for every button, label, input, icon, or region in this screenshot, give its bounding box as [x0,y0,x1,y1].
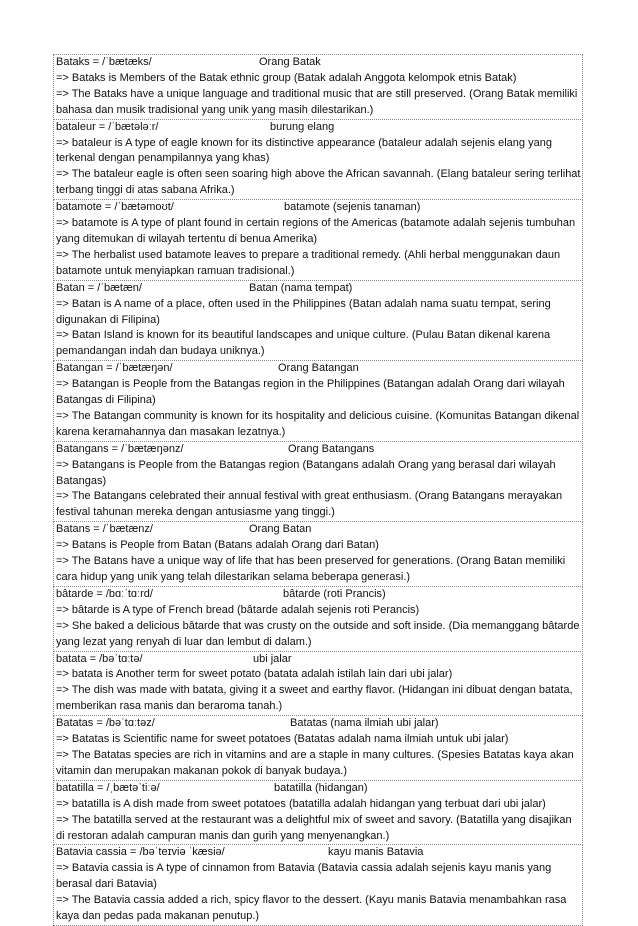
entry-heading [56,281,581,297]
entry-word-pronunciation: batamote = /ˈbætəmoʊt/ [56,201,174,214]
entry-definition: => Bataks is Members of the Batak ethnic group (Batak adalah Anggota kelompok etnis Batak) [56,71,517,84]
entry-definition: => bâtarde is A type of French bread (bâtarde adalah sejenis roti Perancis) [56,603,420,616]
entry-translation: burung elang [270,120,335,133]
entry-heading [56,587,581,603]
entry-heading [56,716,581,732]
entry-word-pronunciation: bataleur = /ˈbætələːr/ [56,120,159,133]
dictionary-entry [53,280,583,362]
entry-translation: kayu manis Batavia [328,846,424,859]
dictionary-entry-list [53,55,583,926]
entry-translation: ubi jalar [253,652,292,665]
entry-example: => The Batavia cassia added a rich, spicy flavor to the dessert. (Kayu manis Batavia menambahkan rasa kaya dan pedas pada makanan penutup.) [56,894,567,923]
entry-word-pronunciation: Batangans = /ˈbætæŋənz/ [56,442,184,455]
entry-word-pronunciation: batata = /bəˈtɑːtə/ [56,652,143,665]
entry-heading [56,200,581,216]
entry-word-pronunciation: Batavia cassia = /bəˈteɪviə ˈkæsiə/ [56,846,225,859]
entry-heading [56,845,581,861]
dictionary-entry [53,715,583,781]
entry-definition: => Batans is People from Batan (Batans adalah Orang dari Batan) [56,539,379,552]
dictionary-entry [53,360,583,442]
entry-word-pronunciation: Batans = /ˈbætænz/ [56,523,153,536]
entry-translation: Batatas (nama ilmiah ubi jalar) [290,717,439,730]
entry-definition: => Batavia cassia is A type of cinnamon from Batavia (Batavia cassia adalah sejenis kayu manis yang berasal dari Batavia) [56,862,552,891]
entry-definition: => Batangans is People from the Batangas region (Batangans adalah Orang yang berasal dari wilayah Batangas) [56,458,556,487]
entry-example: => The batatilla served at the restaurant was a delightful mix of sweet and savory. (Batatilla yang disajikan di restoran adalah campuran manis dan gurih yang menyenangkan.) [56,813,572,842]
entry-heading [56,442,581,458]
entry-definition: => Batangan is People from the Batangas region in the Philippines (Batangan adalah Orang dari wilayah Batangas di Filipina) [56,378,565,407]
entry-definition: => Batan is A name of a place, often used in the Philippines (Batan adalah nama suatu tempat, sering digunakan di Filipina) [56,297,551,326]
entry-heading [56,120,581,136]
entry-heading [56,652,581,668]
entry-example: => Batan Island is known for its beautiful landscapes and unique culture. (Pulau Batan dikenal karena pemandangan indah dan budaya uniknya.) [56,329,551,358]
entry-word-pronunciation: batatilla = /ˌbætəˈtiːə/ [56,781,160,794]
entry-example: => The Batangans celebrated their annual festival with great enthusiasm. (Orang Batangans merayakan festival tahunan mereka dengan antusiasme yang tinggi.) [56,490,563,519]
entry-translation: Orang Batak [259,56,321,68]
entry-definition: => batatilla is A dish made from sweet potatoes (batatilla adalah hidangan yang terbuat dari ubi jalar) [56,797,546,810]
entry-example: => The Batans have a unique way of life that has been preserved for generations. (Orang Batan memiliki cara hidup yang unik yang telah dilestarikan selama beberapa generasi.) [56,555,566,583]
entry-example: => The Bataks have a unique language and traditional music that are still preserved. (Orang Batak memiliki bahasa dan musik tradisional yang unik yang masih dilestarikan.) [56,87,578,116]
dictionary-entry [53,199,583,281]
entry-word-pronunciation: bâtarde = /bɑːˈtɑːrd/ [56,587,153,600]
entry-translation: Batan (nama tempat) [249,281,353,294]
entry-word-pronunciation: Batatas = /bəˈtɑːtəz/ [56,717,155,730]
entry-example: => The Batangan community is known for its hospitality and delicious cuisine. (Komunitas Batangan dikenal karena keramahannya dan masakan lezatnya.) [56,409,580,438]
dictionary-entry [53,521,583,587]
entry-definition: => batata is Another term for sweet potato (batata adalah istilah lain dari ubi jalar) [56,668,453,681]
dictionary-entry [53,119,583,201]
dictionary-entry [53,586,583,652]
entry-definition: => bataleur is A type of eagle known for its distinctive appearance (bataleur adalah sejenis elang yang terkenal dengan penampilannya yang khas) [56,136,552,165]
entry-translation: Orang Batan [249,523,312,536]
entry-heading [56,361,581,377]
dictionary-entry [53,54,583,120]
dictionary-entry [53,651,583,717]
entry-example: => The dish was made with batata, giving it a sweet and earthy flavor. (Hidangan ini dibuat dengan batata, memberikan rasa manis dan beraroma tanah.) [56,684,573,713]
entry-translation: batatilla (hidangan) [274,781,368,794]
entry-heading [56,522,581,538]
entry-translation: Orang Batangans [288,442,375,455]
entry-definition: => batamote is A type of plant found in certain regions of the Americas (batamote adalah sejenis tumbuhan yang ditemukan di wilayah tertentu di benua Amerika) [56,217,576,245]
entry-translation: bâtarde (roti Prancis) [283,587,386,600]
entry-word-pronunciation: Bataks = /ˈbætæks/ [56,56,152,68]
entry-heading [56,55,581,71]
entry-translation: batamote (sejenis tanaman) [284,201,421,214]
entry-translation: Orang Batangan [278,362,359,375]
entry-definition: => Batatas is Scientific name for sweet potatoes (Batatas adalah nama ilmiah untuk ubi jalar) [56,733,509,746]
dictionary-entry [53,780,583,846]
entry-example: => The Batatas species are rich in vitamins and are a staple in many cultures. (Spesies Batatas kaya akan vitamin dan merupakan makanan pokok di banyak budaya.) [56,748,574,777]
entry-word-pronunciation: Batangan = /ˈbætæŋən/ [56,362,173,375]
entry-word-pronunciation: Batan = /ˈbætæn/ [56,281,142,294]
entry-heading [56,781,581,797]
entry-example: => The herbalist used batamote leaves to prepare a traditional remedy. (Ahli herbal menggunakan daun batamote untuk menyiapkan ramuan tradisional.) [56,248,561,277]
dictionary-entry [53,844,583,926]
dictionary-entry [53,441,583,523]
entry-example: => She baked a delicious bâtarde that was crusty on the outside and soft inside. (Dia memanggang bâtarde yang lezat yang renyah di luar dan lembut di dalam.) [56,619,580,648]
entry-example: => The bataleur eagle is often seen soaring high above the African savannah. (Elang bataleur sering terlihat terbang tinggi di atas sabana Afrika.) [56,168,581,197]
